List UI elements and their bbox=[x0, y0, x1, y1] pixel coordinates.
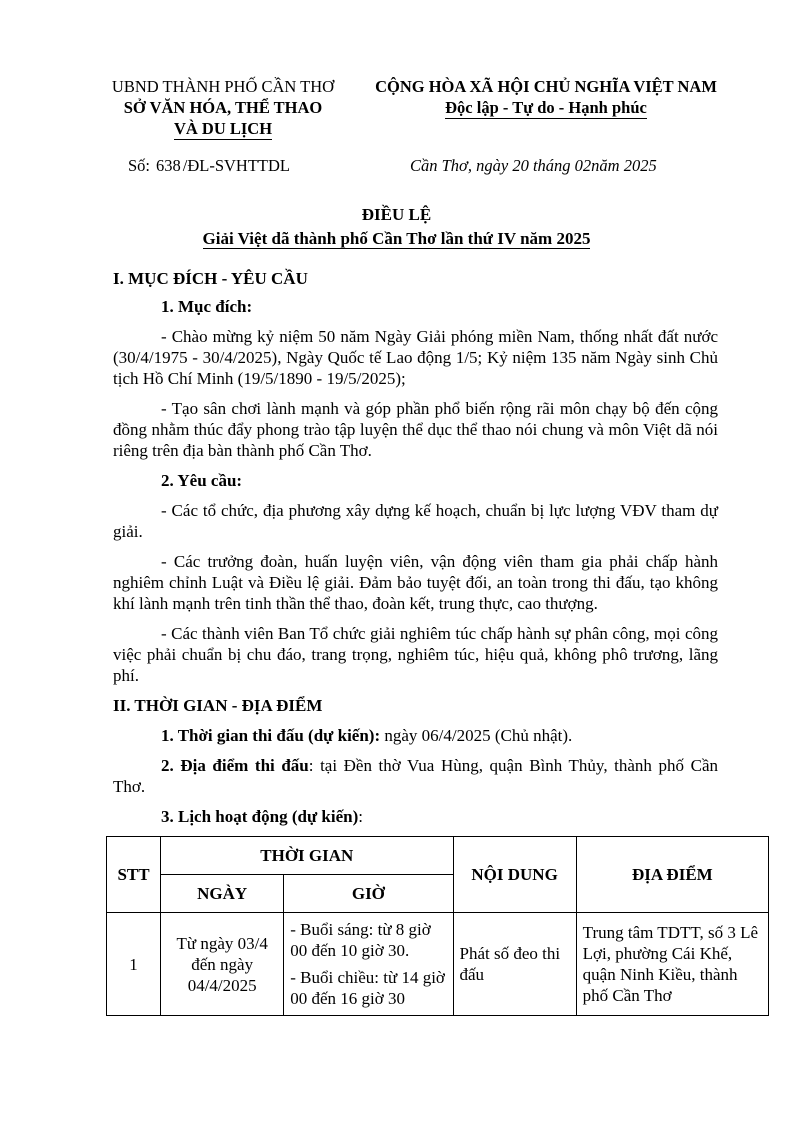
date-text-1: Cần Thơ, ngày bbox=[410, 156, 509, 175]
schedule-label: 3. Lịch hoạt động (dự kiến) bbox=[161, 807, 359, 826]
paragraph: - Tạo sân chơi lành mạnh và góp phần phổ biến rộng rãi môn chạy bộ đến cộng đồng nhằm thúc đẩy phong trào tập luyện thể dục thể thao nói chung và môn Việt dã nói riêng trên địa bàn thành phố Cần Thơ. bbox=[113, 399, 718, 460]
time-label: 1. Thời gian thi đấu (dự kiến): bbox=[161, 726, 381, 745]
place-value: : tại Đền thờ Vua Hùng, quận Bình Thủy, thành phố Cần Thơ. bbox=[113, 756, 718, 796]
gio-morning: - Buổi sáng: từ 8 giờ 00 đến 10 giờ 30. bbox=[290, 920, 431, 960]
document-body bbox=[113, 268, 718, 827]
section-2-heading: II. THỜI GIAN - ĐỊA ĐIỂM bbox=[113, 696, 323, 715]
paragraph: - Các trưởng đoàn, huấn luyện viên, vận động viên tham gia phải chấp hành nghiêm chỉnh Luật và Điều lệ giải. Đảm bảo tuyệt đối, an toàn trong thi đấu, tạo không khí lành mạnh trên tinh thần thể thao, đoàn kết, trung thực, cao thượng. bbox=[113, 552, 718, 613]
cell-stt: 1 bbox=[107, 913, 161, 1016]
time-value: ngày 06/4/2025 (Chủ nhật). bbox=[380, 726, 573, 745]
cell-noi-dung: Phát số đeo thi đấu bbox=[453, 913, 576, 1016]
header-thoi-gian: THỜI GIAN bbox=[161, 837, 453, 875]
date-text-2: tháng bbox=[532, 156, 571, 175]
gio-afternoon: - Buổi chiều: từ 14 giờ 00 đến 16 giờ 30 bbox=[290, 968, 445, 1008]
place-label: 2. Địa điểm thi đấu bbox=[161, 756, 309, 775]
org-line-2: SỞ VĂN HÓA, THỂ THAO bbox=[123, 98, 323, 117]
paragraph: - Các tổ chức, địa phương xây dựng kế hoạch, chuẩn bị lực lượng VĐV tham dự giải. bbox=[113, 501, 718, 541]
header-ngay: NGÀY bbox=[161, 875, 284, 913]
org-line-3: VÀ DU LỊCH bbox=[173, 119, 273, 138]
table-row bbox=[107, 913, 769, 1016]
date-day: 20 bbox=[512, 156, 529, 175]
date-month: 02 bbox=[574, 156, 592, 175]
cell-ngay: Từ ngày 03/4 đến ngày 04/4/2025 bbox=[161, 913, 284, 1016]
header-dia-diem: ĐỊA ĐIỂM bbox=[576, 837, 768, 913]
national-motto bbox=[354, 76, 738, 118]
doc-number-suffix: /ĐL-SVHTTDL bbox=[182, 156, 290, 175]
competition-place bbox=[113, 755, 718, 797]
subtitle-text: Giải Việt dã thành phố Cần Thơ lần thứ IV năm 2025 bbox=[202, 229, 591, 248]
date-text-3: năm 2025 bbox=[591, 156, 657, 175]
section-1-heading: I. MỤC ĐÍCH - YÊU CẦU bbox=[113, 269, 308, 288]
doc-number-prefix: Số: bbox=[128, 156, 151, 175]
schedule-table bbox=[106, 836, 769, 1016]
org-line-1: UBND THÀNH PHỐ CẦN THƠ bbox=[111, 77, 335, 96]
document-subtitle bbox=[0, 229, 793, 249]
header-stt: STT bbox=[107, 837, 161, 913]
issue-date bbox=[410, 156, 657, 176]
paragraph: - Các thành viên Ban Tổ chức giải nghiêm túc chấp hành sự phân công, mọi công việc phải chuẩn bị chu đáo, trang trọng, nghiêm túc, hiệu quả, không phô trương, lãng phí. bbox=[113, 624, 718, 685]
motto: Độc lập - Tự do - Hạnh phúc bbox=[445, 98, 647, 117]
schedule-heading: 3. Lịch hoạt động (dự kiến): bbox=[161, 807, 363, 826]
cell-dia-diem: Trung tâm TDTT, số 3 Lê Lợi, phường Cái Khế, quận Ninh Kiều, thành phố Cần Thơ bbox=[576, 913, 768, 1016]
paragraph: - Chào mừng kỷ niệm 50 năm Ngày Giải phóng miền Nam, thống nhất đất nước (30/4/1975 - 30/4/2025), Ngày Quốc tế Lao động 1/5; Kỷ niệm 135 năm Ngày sinh Chủ tịch Hồ Chí Minh (19/5/1890 - 19/5/2025); bbox=[113, 327, 718, 388]
document-number bbox=[128, 156, 290, 176]
competition-time bbox=[113, 725, 718, 746]
header-noi-dung: NỘI DUNG bbox=[453, 837, 576, 913]
header-gio: GIỜ bbox=[284, 875, 453, 913]
cell-gio bbox=[284, 913, 453, 1016]
doc-number-value: 638 bbox=[156, 156, 181, 175]
section-1-sub-2: 2. Yêu cầu: bbox=[161, 471, 243, 490]
nation-name: CỘNG HÒA XÃ HỘI CHỦ NGHĨA VIỆT NAM bbox=[375, 77, 717, 96]
issuing-organization bbox=[100, 76, 346, 139]
document-title: ĐIỀU LỆ bbox=[361, 205, 432, 224]
section-1-sub-1: 1. Mục đích: bbox=[161, 297, 253, 316]
